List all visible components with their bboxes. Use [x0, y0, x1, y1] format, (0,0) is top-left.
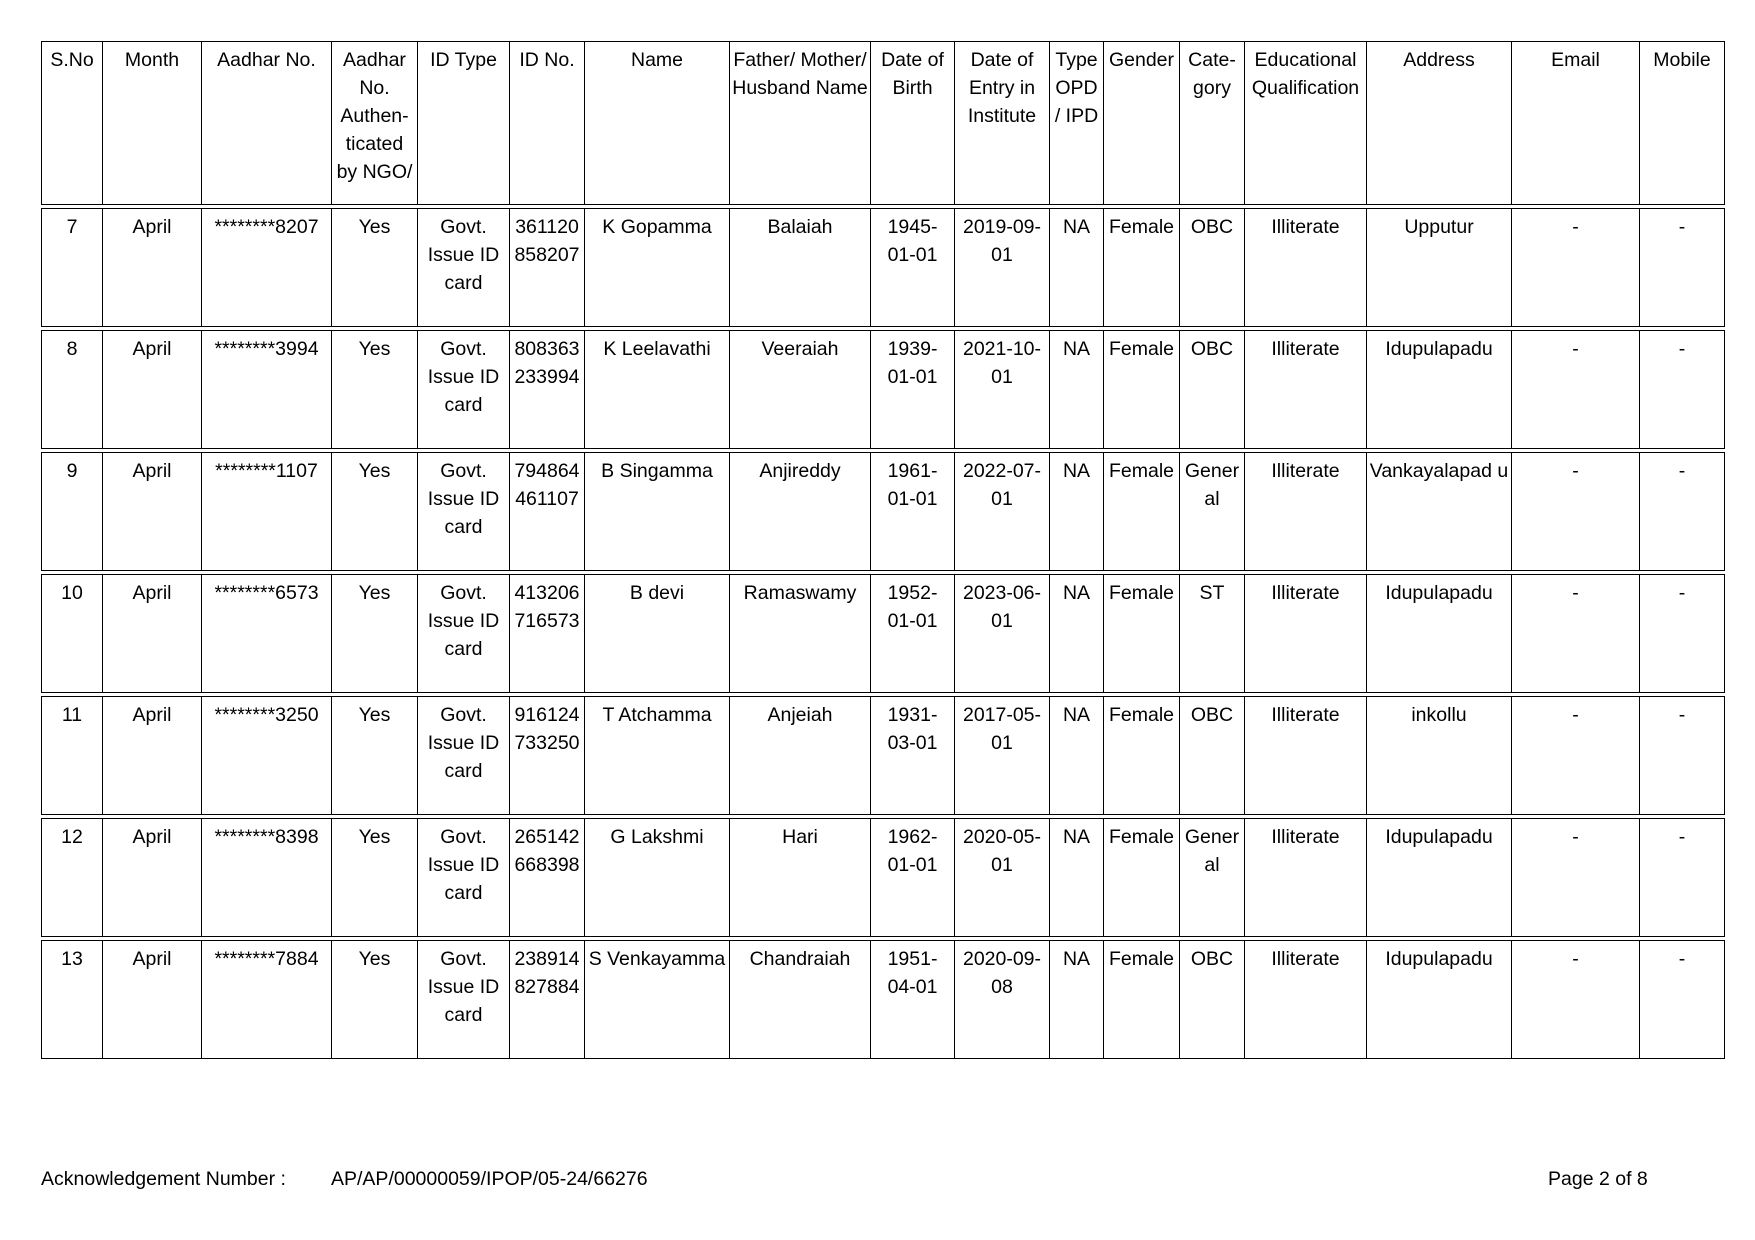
header-educational-qualification: Educational Qualification	[1245, 42, 1367, 205]
cell-sno: 10	[42, 575, 103, 693]
cell-date-of-entry: 2017-05- 01	[955, 697, 1050, 815]
header-date-of-entry: Date of Entry in Institute	[955, 42, 1050, 205]
cell-aadhar-no: ********7884	[202, 941, 332, 1059]
cell-address: Idupulapadu	[1367, 819, 1512, 937]
cell-aadhar-authenticated: Yes	[332, 453, 418, 571]
cell-address: Idupulapadu	[1367, 575, 1512, 693]
records-table	[41, 41, 1724, 1059]
cell-date-of-entry: 2023-06- 01	[955, 575, 1050, 693]
header-aadhar-no: Aadhar No.	[202, 42, 332, 205]
cell-email: -	[1512, 209, 1640, 327]
table-row	[42, 575, 1725, 693]
acknowledgement-label: Acknowledgement Number :	[41, 1168, 286, 1190]
cell-mobile: -	[1640, 331, 1725, 449]
cell-date-of-entry: 2021-10- 01	[955, 331, 1050, 449]
cell-aadhar-authenticated: Yes	[332, 209, 418, 327]
cell-type-opd-ipd: NA	[1050, 819, 1104, 937]
cell-sno: 11	[42, 697, 103, 815]
cell-guardian-name: Veeraiah	[730, 331, 871, 449]
cell-guardian-name: Hari	[730, 819, 871, 937]
cell-name: B devi	[585, 575, 730, 693]
cell-id-no: 916124 733250	[510, 697, 585, 815]
header-id-no: ID No.	[510, 42, 585, 205]
header-address: Address	[1367, 42, 1512, 205]
header-guardian-name: Father/ Mother/ Husband Name	[730, 42, 871, 205]
header-month: Month	[103, 42, 202, 205]
table-row-block	[41, 330, 1725, 449]
cell-category: OBC	[1180, 697, 1245, 815]
cell-date-of-birth: 1939- 01-01	[871, 331, 955, 449]
cell-type-opd-ipd: NA	[1050, 941, 1104, 1059]
cell-sno: 13	[42, 941, 103, 1059]
cell-date-of-birth: 1961- 01-01	[871, 453, 955, 571]
table-header	[41, 41, 1725, 205]
cell-id-type: Govt. Issue ID card	[418, 209, 510, 327]
cell-guardian-name: Ramaswamy	[730, 575, 871, 693]
cell-address: Idupulapadu	[1367, 331, 1512, 449]
cell-email: -	[1512, 331, 1640, 449]
cell-guardian-name: Chandraiah	[730, 941, 871, 1059]
table-row	[42, 941, 1725, 1059]
cell-id-type: Govt. Issue ID card	[418, 453, 510, 571]
cell-id-type: Govt. Issue ID card	[418, 941, 510, 1059]
acknowledgement-number: AP/AP/00000059/IPOP/05-24/66276	[331, 1168, 648, 1190]
table-row-block	[41, 208, 1725, 327]
cell-aadhar-authenticated: Yes	[332, 575, 418, 693]
table-row	[42, 331, 1725, 449]
table-row-block	[41, 452, 1725, 571]
cell-educational-qualification: Illiterate	[1245, 819, 1367, 937]
cell-name: T Atchamma	[585, 697, 730, 815]
cell-email: -	[1512, 575, 1640, 693]
cell-sno: 9	[42, 453, 103, 571]
cell-type-opd-ipd: NA	[1050, 575, 1104, 693]
cell-gender: Female	[1104, 941, 1180, 1059]
cell-id-type: Govt. Issue ID card	[418, 697, 510, 815]
cell-date-of-entry: 2019-09- 01	[955, 209, 1050, 327]
cell-id-no: 794864 461107	[510, 453, 585, 571]
cell-id-no: 361120 858207	[510, 209, 585, 327]
table-body	[41, 208, 1724, 1059]
header-sno: S.No	[42, 42, 103, 205]
header-gender: Gender	[1104, 42, 1180, 205]
header-category: Cate- gory	[1180, 42, 1245, 205]
cell-id-type: Govt. Issue ID card	[418, 331, 510, 449]
cell-mobile: -	[1640, 941, 1725, 1059]
cell-gender: Female	[1104, 209, 1180, 327]
cell-aadhar-no: ********8398	[202, 819, 332, 937]
cell-date-of-birth: 1951- 04-01	[871, 941, 955, 1059]
cell-id-type: Govt. Issue ID card	[418, 575, 510, 693]
cell-email: -	[1512, 819, 1640, 937]
cell-gender: Female	[1104, 575, 1180, 693]
cell-mobile: -	[1640, 697, 1725, 815]
cell-aadhar-no: ********3250	[202, 697, 332, 815]
cell-address: Upputur	[1367, 209, 1512, 327]
cell-sno: 7	[42, 209, 103, 327]
table-row	[42, 453, 1725, 571]
cell-gender: Female	[1104, 819, 1180, 937]
cell-month: April	[103, 941, 202, 1059]
cell-aadhar-authenticated: Yes	[332, 819, 418, 937]
cell-name: S Venkayamma	[585, 941, 730, 1059]
cell-month: April	[103, 697, 202, 815]
table-row-block	[41, 940, 1725, 1059]
cell-id-type: Govt. Issue ID card	[418, 819, 510, 937]
cell-aadhar-no: ********8207	[202, 209, 332, 327]
cell-address: inkollu	[1367, 697, 1512, 815]
header-id-type: ID Type	[418, 42, 510, 205]
cell-mobile: -	[1640, 575, 1725, 693]
cell-mobile: -	[1640, 209, 1725, 327]
cell-id-no: 413206 716573	[510, 575, 585, 693]
header-date-of-birth: Date of Birth	[871, 42, 955, 205]
cell-date-of-birth: 1962- 01-01	[871, 819, 955, 937]
header-name: Name	[585, 42, 730, 205]
cell-type-opd-ipd: NA	[1050, 209, 1104, 327]
cell-gender: Female	[1104, 453, 1180, 571]
table-row	[42, 819, 1725, 937]
cell-gender: Female	[1104, 697, 1180, 815]
cell-mobile: -	[1640, 453, 1725, 571]
header-mobile: Mobile	[1640, 42, 1725, 205]
cell-date-of-birth: 1945- 01-01	[871, 209, 955, 327]
cell-date-of-birth: 1952- 01-01	[871, 575, 955, 693]
cell-id-no: 265142 668398	[510, 819, 585, 937]
cell-aadhar-no: ********6573	[202, 575, 332, 693]
cell-educational-qualification: Illiterate	[1245, 941, 1367, 1059]
cell-address: Idupulapadu	[1367, 941, 1512, 1059]
cell-name: B Singamma	[585, 453, 730, 571]
cell-mobile: -	[1640, 819, 1725, 937]
cell-email: -	[1512, 697, 1640, 815]
page-number: Page 2 of 8	[1548, 1168, 1648, 1190]
cell-aadhar-authenticated: Yes	[332, 697, 418, 815]
cell-category: OBC	[1180, 331, 1245, 449]
cell-name: K Leelavathi	[585, 331, 730, 449]
cell-educational-qualification: Illiterate	[1245, 697, 1367, 815]
cell-aadhar-authenticated: Yes	[332, 941, 418, 1059]
cell-educational-qualification: Illiterate	[1245, 209, 1367, 327]
cell-month: April	[103, 331, 202, 449]
cell-date-of-entry: 2020-05- 01	[955, 819, 1050, 937]
table-row-block	[41, 574, 1725, 693]
cell-type-opd-ipd: NA	[1050, 331, 1104, 449]
header-aadhar-authenticated: Aadhar No. Authen- ticated by NGO/	[332, 42, 418, 205]
cell-category: OBC	[1180, 941, 1245, 1059]
cell-educational-qualification: Illiterate	[1245, 453, 1367, 571]
cell-educational-qualification: Illiterate	[1245, 575, 1367, 693]
cell-email: -	[1512, 941, 1640, 1059]
table-row	[42, 697, 1725, 815]
cell-name: G Lakshmi	[585, 819, 730, 937]
cell-month: April	[103, 453, 202, 571]
cell-guardian-name: Anjeiah	[730, 697, 871, 815]
cell-guardian-name: Balaiah	[730, 209, 871, 327]
cell-aadhar-no: ********3994	[202, 331, 332, 449]
cell-month: April	[103, 575, 202, 693]
cell-month: April	[103, 209, 202, 327]
cell-email: -	[1512, 453, 1640, 571]
cell-month: April	[103, 819, 202, 937]
cell-aadhar-authenticated: Yes	[332, 331, 418, 449]
header-row	[42, 42, 1725, 205]
cell-date-of-entry: 2022-07- 01	[955, 453, 1050, 571]
cell-type-opd-ipd: NA	[1050, 697, 1104, 815]
cell-educational-qualification: Illiterate	[1245, 331, 1367, 449]
cell-id-no: 808363 233994	[510, 331, 585, 449]
cell-date-of-entry: 2020-09- 08	[955, 941, 1050, 1059]
cell-aadhar-no: ********1107	[202, 453, 332, 571]
table-row-block	[41, 818, 1725, 937]
cell-date-of-birth: 1931- 03-01	[871, 697, 955, 815]
header-type-opd-ipd: Type OPD / IPD	[1050, 42, 1104, 205]
cell-category: OBC	[1180, 209, 1245, 327]
cell-category: Gener al	[1180, 819, 1245, 937]
cell-address: Vankayalapad u	[1367, 453, 1512, 571]
table-row	[42, 209, 1725, 327]
cell-id-no: 238914 827884	[510, 941, 585, 1059]
cell-category: Gener al	[1180, 453, 1245, 571]
cell-category: ST	[1180, 575, 1245, 693]
header-email: Email	[1512, 42, 1640, 205]
table-row-block	[41, 696, 1725, 815]
cell-sno: 8	[42, 331, 103, 449]
cell-sno: 12	[42, 819, 103, 937]
cell-type-opd-ipd: NA	[1050, 453, 1104, 571]
cell-guardian-name: Anjireddy	[730, 453, 871, 571]
cell-gender: Female	[1104, 331, 1180, 449]
cell-name: K Gopamma	[585, 209, 730, 327]
